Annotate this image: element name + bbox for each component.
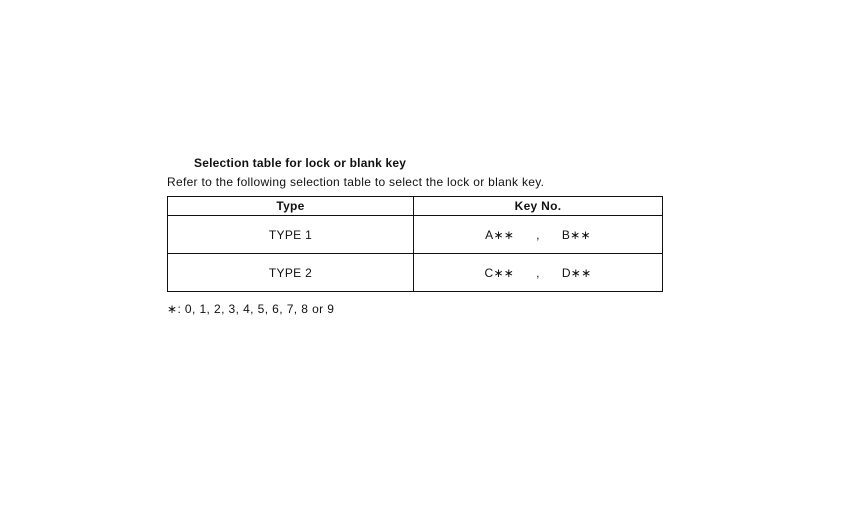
key-code: A∗∗ xyxy=(485,227,515,242)
type-cell: TYPE 1 xyxy=(168,216,414,254)
key-code: B∗∗ xyxy=(561,227,591,242)
type-cell: TYPE 2 xyxy=(168,254,414,292)
footnote: ∗: 0, 1, 2, 3, 4, 5, 6, 7, 8 or 9 xyxy=(167,302,335,316)
key-code: C∗∗ xyxy=(484,265,515,280)
key-no-cell xyxy=(414,254,663,292)
column-header-key-no: Key No. xyxy=(414,197,663,216)
intro-text: Refer to the following selection table to select the lock or blank key. xyxy=(167,175,545,189)
key-code: D∗∗ xyxy=(561,265,592,280)
key-separator: , xyxy=(536,265,540,280)
key-separator: , xyxy=(536,227,540,242)
table-row xyxy=(168,254,663,292)
selection-table xyxy=(167,196,663,292)
section-heading: Selection table for lock or blank key xyxy=(194,156,407,170)
table-row xyxy=(168,216,663,254)
column-header-type: Type xyxy=(168,197,414,216)
key-no-cell xyxy=(414,216,663,254)
table-header-row xyxy=(168,197,663,216)
